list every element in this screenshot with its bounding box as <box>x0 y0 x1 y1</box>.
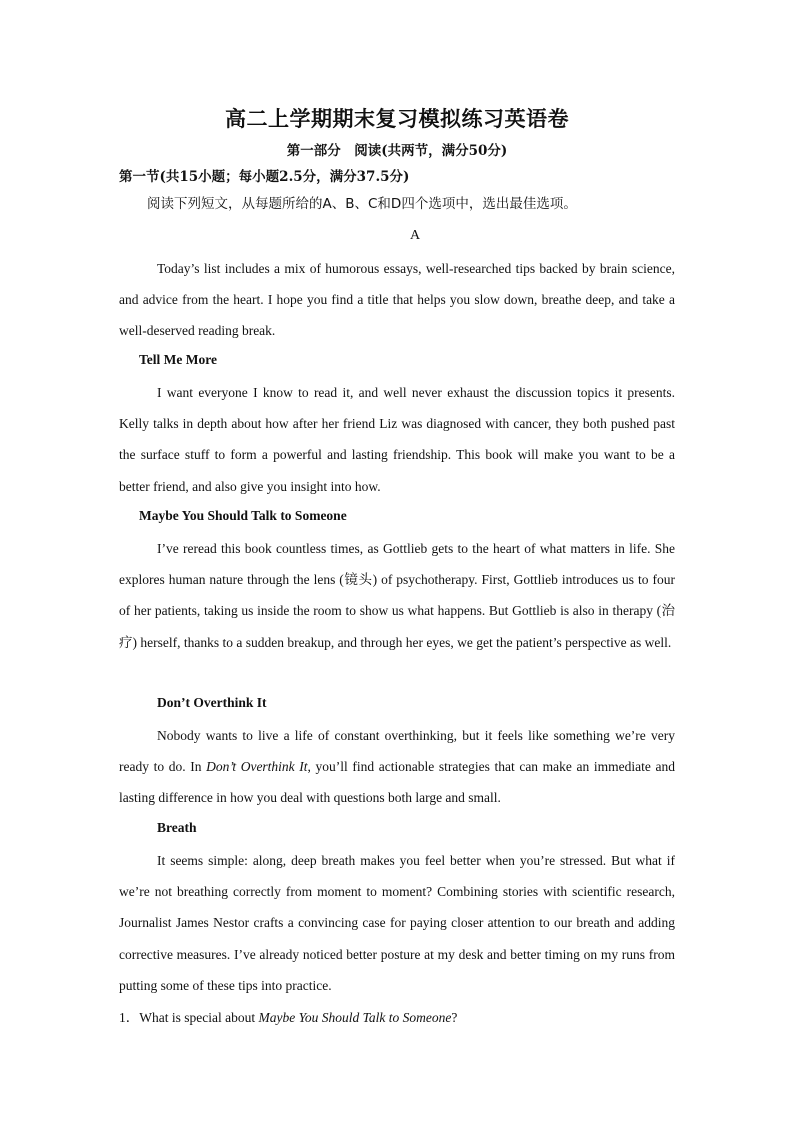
question-1 <box>119 1006 457 1026</box>
question-number: 1． <box>119 1010 140 1025</box>
intro-text: Today’s list includes a mix of humorous essays, well-researched tips backed by brain science, and advice from the heart. I hope you find a title that helps you slow down, breathe deep, and take a well-deserved reading break. <box>119 261 675 339</box>
book-paragraph-tell-me-more <box>119 377 675 502</box>
book-text: , you’ll find actionable strategies that can make an immediate and lasting difference in how you deal with questions both large and small. <box>119 759 675 806</box>
book-paragraph-maybe-you-should-talk <box>119 533 675 658</box>
question-book-title: Maybe You Should Talk to Someone <box>258 1010 452 1025</box>
book-title-italic: Don’t Overthink It <box>206 759 308 775</box>
question-text: ? <box>451 1010 458 1025</box>
part-heading: 第一部分 阅读(共两节，满分50分) <box>286 143 508 159</box>
book-heading-maybe-you-should-talk: Maybe You Should Talk to Someone <box>139 508 347 523</box>
book-text: It seems simple: along, deep breath makes you feel better when you’re stressed. But what if we’re not breathing correctly from moment to moment? Combining stories with scientific research, Journalist James Nestor crafts a convincing case for paying closer attention to our breath and adding corrective measures. I’ve already noticed better posture at my desk and better timing on my runs from putting some of these tips into practice. <box>119 853 675 993</box>
exam-title: 高二上学期期末复习模拟练习英语卷 <box>225 106 569 131</box>
intro-paragraph <box>119 253 675 347</box>
book-text: I’ve reread this book countless times, as Gottlieb gets to the heart of what matters in life. She explores human nature through the lens (镜头) of psychotherapy. First, Gottlieb introduces us to four of her patients, taking us inside the room to show us what happens. But Gottlieb is also in therapy (治疗) herself, thanks to a sudden breakup, and through her eyes, we get the patient’s perspective as well. <box>119 541 675 650</box>
instruction-text: 阅读下列短文，从每题所给的A、B、C和D四个选项中，选出最佳选项。 <box>147 196 577 212</box>
book-text: I want everyone I know to read it, and well never exhaust the discussion topics it presents. Kelly talks in depth about how after her friend Liz was diagnosed with cancer, they both pushed past the surface stuff to form a powerful and lasting friendship. This book will make you want to be a better friend, and also give you insight into how. <box>119 385 675 494</box>
book-paragraph-dont-overthink-it <box>119 720 675 814</box>
book-heading-dont-overthink-it: Don’t Overthink It <box>157 695 267 710</box>
book-paragraph-breath <box>119 845 675 1001</box>
question-text: What is special about <box>139 1010 259 1025</box>
section-heading: 第一节(共15小题；每小题2.5分，满分37.5分) <box>119 169 410 185</box>
passage-label: A <box>409 228 421 243</box>
book-heading-breath: Breath <box>157 820 197 835</box>
book-heading-tell-me-more: Tell Me More <box>139 352 217 367</box>
book-text: Nobody wants to live a life of constant overthinking, but it feels like something we’re very ready to do. In <box>119 728 675 775</box>
